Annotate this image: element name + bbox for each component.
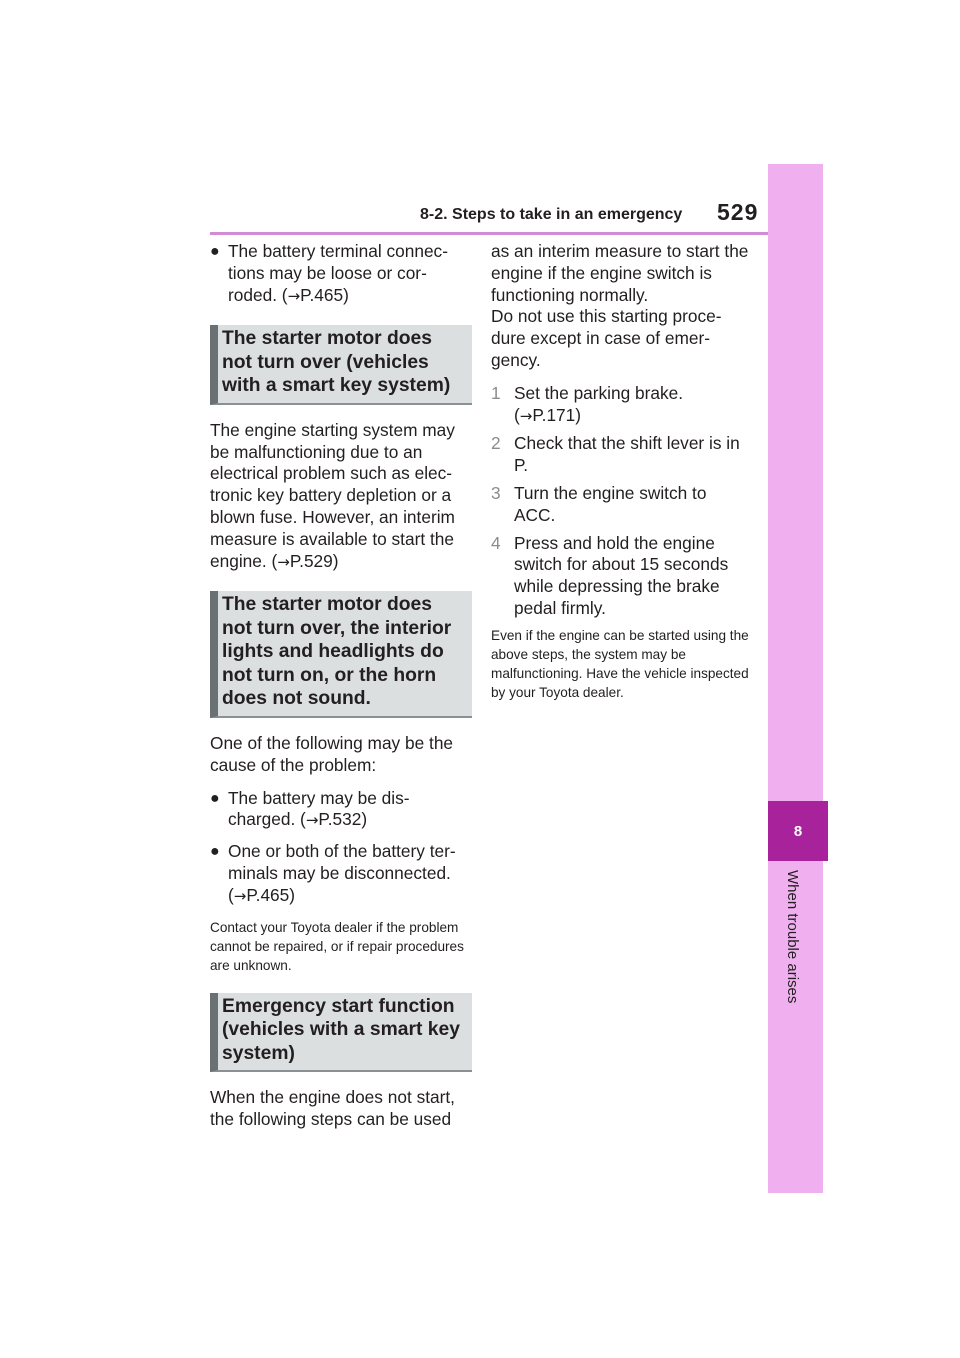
paragraph-engine-starting-system [210,420,472,574]
page-reference-link[interactable]: P.171) [532,404,582,425]
step-text: Set the parking brake. ( [514,382,684,425]
paragraph-text: The engine starting system may be malfunctioning due to an electrical problem such as elec-tronic key battery depletion or a blown fuse. However, an interim measure is available to start the engine. ( [210,419,455,571]
note-contact-dealer: Contact your Toyota dealer if the problem cannot be repaired, or if repair procedures are unknown. [210,919,464,973]
bullet-terminals-disconnected [210,841,472,907]
chapter-title: When trouble arises [784,870,801,1004]
step-number: 2 [491,433,501,454]
bullet-text: The battery may be dis-charged. ( [228,787,410,830]
page-reference-link[interactable]: P.529) [289,550,339,571]
heading-no-lights-no-horn: The starter motor does not turn over, the interior lights and headlights do not turn on, or the horn does not sound. [210,591,472,718]
step-number: 3 [491,482,501,503]
paragraph-emergency-intro: When the engine does not start, the following steps can be used [210,1087,455,1129]
bullet-icon: ● [210,843,220,861]
arrow-icon: → [277,552,290,571]
left-column [210,241,472,1142]
heading-starter-not-turn-over: The starter motor does not turn over (vehicles with a smart key system) [210,325,472,405]
bullet-icon: ● [210,243,220,260]
paragraph-warning: Do not use this starting proce-dure except in case of emer-gency. [491,306,722,370]
bullet-text: The battery terminal connec-tions may be loose or cor-roded. ( [228,241,448,305]
bullet-battery-discharged [210,788,472,833]
right-column [491,241,751,702]
step-1 [491,383,751,428]
header-divider [210,232,768,235]
page-reference-link[interactable]: P.465) [300,284,349,305]
page-number: 529 [717,199,759,225]
paragraph-cause-intro: One of the following may be the cause of the problem: [210,732,454,775]
step-2 [491,433,751,477]
section-title: 8-2. Steps to take in an emergency [420,206,683,223]
step-text: Check that the shift lever is in P. [514,433,740,476]
chapter-number: 8 [793,822,803,840]
chapter-number-badge [768,801,828,861]
chapter-title-vertical [768,870,823,1030]
step-3 [491,483,751,527]
step-number: 4 [491,532,501,553]
chapter-side-tab [768,164,823,1193]
bullet-text: One or both of the battery ter-minals may be disconnected. ( [228,841,456,905]
paragraph-interim-measure: as an interim measure to start the engine if the engine switch is functioning normally. [491,241,749,305]
step-text: Turn the engine switch to ACC. [514,482,707,525]
step-number: 1 [491,382,501,403]
arrow-icon: → [233,886,247,905]
arrow-icon: → [519,406,533,425]
heading-emergency-start: Emergency start function (vehicles with a smart key system) [210,993,472,1073]
bullet-icon: ● [210,789,220,807]
arrow-icon: → [287,286,301,305]
page-reference-link[interactable]: P.465) [246,884,296,905]
page-reference-link[interactable]: P.532) [318,809,368,830]
arrow-icon: → [305,811,319,830]
bullet-battery-terminal [210,241,472,307]
step-text: Press and hold the engine switch for about 15 seconds while depressing the brake pedal firmly. [514,532,729,618]
step-4 [491,533,751,620]
note-system-malfunction: Even if the engine can be started using the above steps, the system may be malfunctioning. Have the vehicle inspected by your Toyota dealer. [491,627,749,700]
